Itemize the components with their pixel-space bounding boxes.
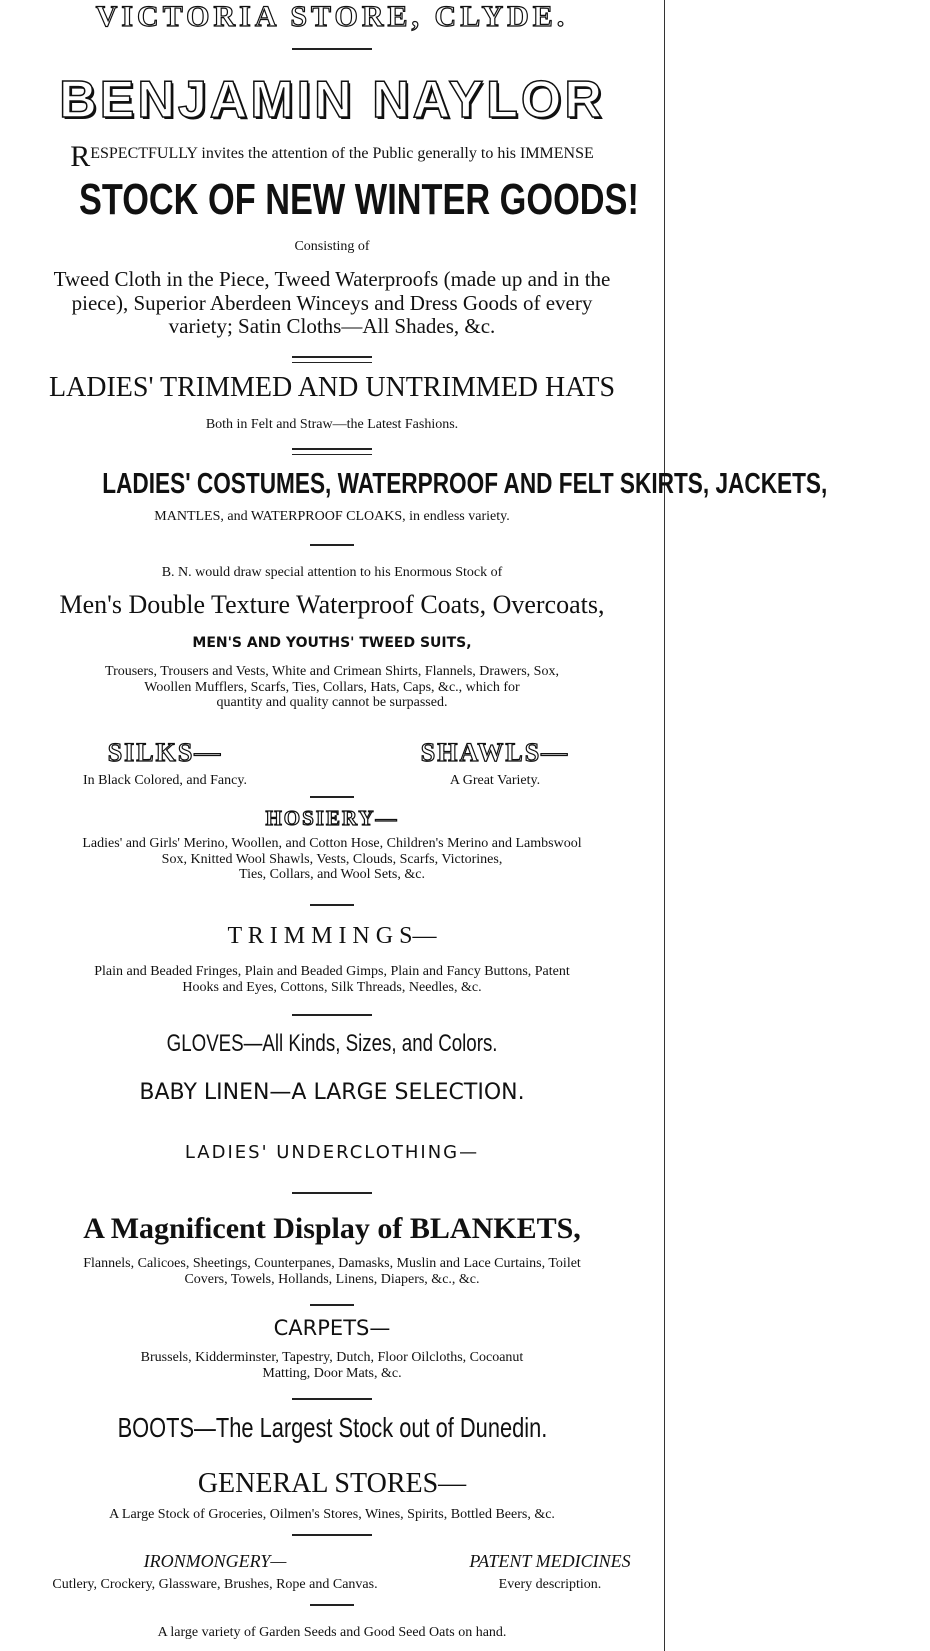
mens-line-2: Woollen Mufflers, Scarfs, Ties, Collars, Hats, Caps, &c., which for — [144, 679, 520, 695]
tweed-line-1: Tweed Cloth in the Piece, Tweed Waterproofs (made up and in the — [53, 267, 611, 291]
hats-title: LADIES' TRIMMED AND UNTRIMMED HATS — [48, 372, 616, 403]
trimmings-line-1: Plain and Beaded Fringes, Plain and Beaded Gimps, Plain and Fancy Buttons, Patent — [94, 964, 570, 979]
divider — [310, 1304, 354, 1306]
boots-heading — [0, 1414, 664, 1442]
shawls-section — [360, 740, 630, 788]
general-title: GENERAL STORES— — [197, 1468, 467, 1499]
divider — [310, 796, 354, 798]
intro-text: ESPECTFULLY invites the attention of the Public generally to his IMMENSE — [90, 145, 594, 162]
divider — [292, 454, 372, 455]
costumes-heading — [0, 468, 828, 500]
footer-line: A large variety of Garden Seeds and Good Seed Oats on hand. — [157, 1625, 507, 1640]
ironmongery-line: Cutlery, Crockery, Glassware, Brushes, Rope and Canvas. — [52, 1577, 378, 1592]
shawls-title: SHAWLS— — [420, 738, 570, 767]
mens-line-3: quantity and quality cannot be surpassed. — [216, 695, 448, 711]
mens-block — [0, 664, 664, 711]
gloves-title: GLOVES—All Kinds, Sizes, and Colors. — [166, 1030, 498, 1057]
medicines-line: Every description. — [498, 1577, 602, 1592]
shawls-subtitle: A Great Variety. — [449, 773, 541, 788]
mens-title: Men's Double Texture Waterproof Coats, Overcoats, — [59, 590, 605, 619]
divider — [292, 362, 372, 363]
divider — [310, 904, 354, 906]
silks-subtitle: In Black Colored, and Fancy. — [83, 773, 247, 788]
mens-line-1: Trousers, Trousers and Vests, White and Crimean Shirts, Flannels, Drawers, Sox, — [105, 664, 559, 679]
carpets-title: CARPETS— — [273, 1316, 391, 1340]
tweed-line-2: piece), Superior Aberdeen Winceys and Dress Goods of every — [71, 290, 593, 315]
divider — [292, 1534, 372, 1536]
medicines-section — [440, 1552, 660, 1592]
drop-cap: R — [70, 140, 91, 173]
costumes-subtitle: MANTLES, and WATERPROOF CLOAKS, in endless variety. — [154, 509, 510, 524]
store-heading — [0, 2, 664, 32]
divider — [292, 356, 372, 358]
hosiery-heading — [0, 808, 664, 829]
boots-title: BOOTS—The Largest Stock out of Dunedin. — [117, 1412, 547, 1443]
carpets-line-1: Brussels, Kidderminster, Tapestry, Dutch, Floor Oilcloths, Cocoanut — [140, 1350, 524, 1365]
costumes-title: LADIES' COSTUMES, WATERPROOF AND FELT SKIRTS, JACKETS, — [102, 468, 828, 500]
intro-line — [0, 142, 664, 172]
divider — [292, 448, 372, 450]
medicines-title: PATENT MEDICINES — [469, 1551, 631, 1571]
underclothing-title: LADIES' UNDERCLOTHING— — [184, 1142, 480, 1163]
blankets-line-2: Covers, Towels, Hollands, Linens, Diapers, &c., &c. — [184, 1271, 480, 1287]
hats-subtitle: Both in Felt and Straw—the Latest Fashions. — [205, 417, 459, 432]
proprietor-name: BENJAMIN NAYLOR — [59, 71, 605, 129]
hosiery-block — [0, 836, 664, 883]
hosiery-title: HOSIERY— — [265, 806, 399, 830]
divider — [310, 544, 354, 546]
silks-title: SILKS— — [107, 738, 223, 767]
blankets-title: A Magnificent Display of BLANKETS, — [83, 1212, 581, 1245]
proprietor-heading — [0, 71, 664, 129]
headline-text: STOCK OF NEW WINTER GOODS! — [78, 175, 639, 224]
divider — [292, 1192, 372, 1194]
ironmongery-title: IRONMONGERY— — [143, 1551, 287, 1571]
store-name: VICTORIA STORE, CLYDE. — [95, 0, 569, 33]
blankets-block — [0, 1256, 664, 1287]
trimmings-block — [0, 964, 664, 995]
ironmongery-section — [0, 1552, 430, 1592]
mens-note: B. N. would draw special attention to his Enormous Stock of — [161, 565, 503, 580]
headline — [0, 175, 664, 224]
consisting-label: Consisting of — [294, 239, 370, 254]
silks-section — [40, 740, 290, 788]
tweed-line-3: variety; Satin Cloths—All Shades, &c. — [168, 314, 496, 339]
baby-title: BABY LINEN—A LARGE SELECTION. — [139, 1080, 525, 1105]
gloves-heading — [0, 1032, 664, 1056]
carpets-block — [0, 1350, 664, 1381]
hosiery-line-2: Sox, Knitted Wool Shawls, Vests, Clouds, Scarfs, Victorines, — [161, 851, 503, 867]
trimmings-title: T R I M M I N G S— — [227, 923, 437, 949]
divider — [292, 48, 372, 50]
carpets-line-2: Matting, Door Mats, &c. — [262, 1365, 402, 1381]
tweed-block — [0, 268, 664, 339]
hosiery-line-3: Ties, Collars, and Wool Sets, &c. — [239, 867, 425, 883]
divider — [292, 1014, 372, 1016]
mens-subtitle: MEN'S AND YOUTHS' TWEED SUITS, — [192, 635, 472, 651]
divider — [310, 1604, 354, 1606]
hosiery-line-1: Ladies' and Girls' Merino, Woollen, and Cotton Hose, Children's Merino and Lambswool — [82, 836, 582, 851]
general-line: A Large Stock of Groceries, Oilmen's Stores, Wines, Spirits, Bottled Beers, &c. — [109, 1507, 555, 1522]
divider — [292, 1398, 372, 1400]
trimmings-line-2: Hooks and Eyes, Cottons, Silk Threads, Needles, &c. — [182, 979, 482, 995]
blankets-line-1: Flannels, Calicoes, Sheetings, Counterpanes, Damasks, Muslin and Lace Curtains, Toilet — [83, 1256, 581, 1271]
